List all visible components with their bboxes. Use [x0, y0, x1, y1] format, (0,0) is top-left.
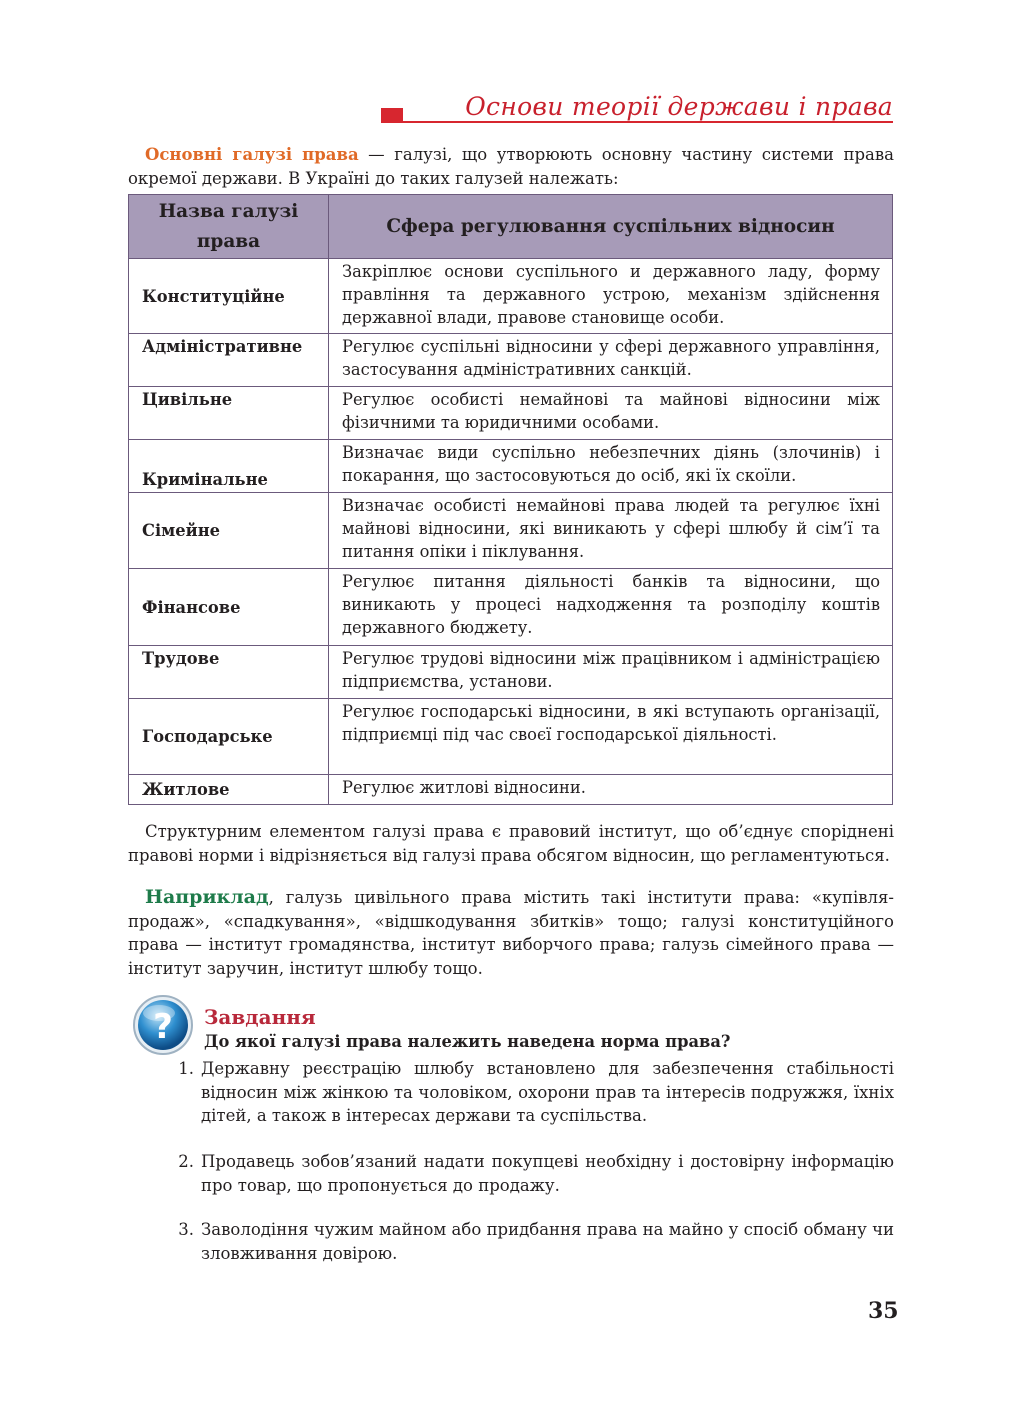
- branch-description: Регулює особисті немайнові та майнові відносини між фізичними та юридичними особами.: [329, 387, 893, 440]
- branch-description: Регулює трудові відносини між працівником і адміністрацією підприємства, установи.: [329, 646, 893, 699]
- table-row: [129, 493, 893, 569]
- example-paragraph: [128, 886, 894, 980]
- header-accent-block: [381, 108, 403, 123]
- law-branches-table: [128, 194, 893, 805]
- structure-paragraph: Структурним елементом галузі права є правовий інститут, що об’єднує споріднені правові норми і відрізняється від галузі права обсягом відносин, що регламентуються.: [128, 822, 894, 865]
- page-header: [381, 94, 893, 126]
- item-text: Заволодіння чужим майном або придбання права на майно у спосіб обману чи зловживання довірою.: [201, 1220, 894, 1263]
- header-rule: [403, 121, 893, 123]
- table-row: [129, 440, 893, 493]
- item-number: 2.: [178, 1152, 194, 1171]
- item-text: Продавець зобов’язаний надати покупцеві необхідну і достовірну інформацію про товар, що пропонується до продажу.: [201, 1152, 894, 1195]
- branch-name: Фінансове: [129, 569, 329, 646]
- running-title: Основи теорії держави і права: [465, 92, 893, 121]
- branch-name: Адміністративне: [129, 334, 329, 387]
- table-row: [129, 334, 893, 387]
- branch-description: Регулює житлові відносини.: [329, 775, 893, 805]
- branch-name: Трудове: [129, 646, 329, 699]
- example-text: , галузь цивільного права містить такі інститути права: «купівля-продаж», «спадкування», «відшкодування збитків» тощо; галузі конституційного права — інститут громадянства, інститут виборчого права; галузь сімейного права — інститут заручин, інститут шлюбу тощо.: [128, 888, 894, 978]
- branch-name: Сімейне: [129, 493, 329, 569]
- table-row: [129, 699, 893, 775]
- intro-paragraph: [128, 143, 894, 190]
- branch-name: Цивільне: [129, 387, 329, 440]
- branch-description: Визначає види суспільно небезпечних діянь (злочинів) і покарання, що застосовуються до осіб, які їх скоїли.: [329, 440, 893, 493]
- svg-text:?: ?: [153, 1007, 173, 1047]
- question-icon: [132, 994, 194, 1056]
- branch-description: Регулює суспільні відносини у сфері державного управління, застосування адміністративних санкцій.: [329, 334, 893, 387]
- example-word: Наприклад: [145, 886, 269, 908]
- task-question: До якої галузі права належить наведена норма права?: [204, 1032, 731, 1051]
- item-number: 3.: [178, 1220, 194, 1239]
- list-item: [170, 1150, 894, 1197]
- list-item: [170, 1218, 894, 1265]
- table-header-name: Назва галузі права: [129, 195, 329, 259]
- table-header-row: [129, 195, 893, 259]
- branch-description: Регулює господарські відносини, в які вступають організації, підприємці під час своєї господарської діяльності.: [329, 699, 893, 775]
- branch-name: Житлове: [129, 775, 329, 805]
- item-text: Державну реєстрацію шлюбу встановлено для забезпечення стабільності відносин між жінкою та чоловіком, охорони прав та інтересів подружжя, їхніх дітей, а також в інтересах держави та суспільства.: [201, 1059, 894, 1125]
- branch-description: Регулює питання діяльності банків та відносини, що виникають у процесі надходження та розподілу коштів державного бюджету.: [329, 569, 893, 646]
- branch-name: Кримінальне: [129, 440, 329, 493]
- list-item: [170, 1057, 894, 1128]
- table-row: [129, 259, 893, 334]
- branch-name: Господарське: [129, 699, 329, 775]
- table-row: [129, 775, 893, 805]
- table-row: [129, 387, 893, 440]
- page-number: 35: [868, 1298, 899, 1324]
- branch-description: Визначає особисті немайнові права людей та регулює їхні майнові відносини, які виникають у сфері шлюбу й сім’ї та питання опіки і піклування.: [329, 493, 893, 569]
- table-row: [129, 646, 893, 699]
- branch-name: Конституційне: [129, 259, 329, 334]
- task-title: Завдання: [204, 1005, 316, 1029]
- table-header-sphere: Сфера регулювання суспільних відносин: [329, 195, 893, 259]
- table-row: [129, 569, 893, 646]
- branch-description: Закріплює основи суспільного и державного ладу, форму правління та державного устрою, механізм здійснення державної влади, правове становище особи.: [329, 259, 893, 334]
- intro-term: Основні галузі права: [145, 145, 359, 164]
- item-number: 1.: [178, 1059, 194, 1078]
- intro-text: — галузі, що утворюють основну частину системи права окремої держави. В Україні до таких галузей належать:: [128, 145, 894, 188]
